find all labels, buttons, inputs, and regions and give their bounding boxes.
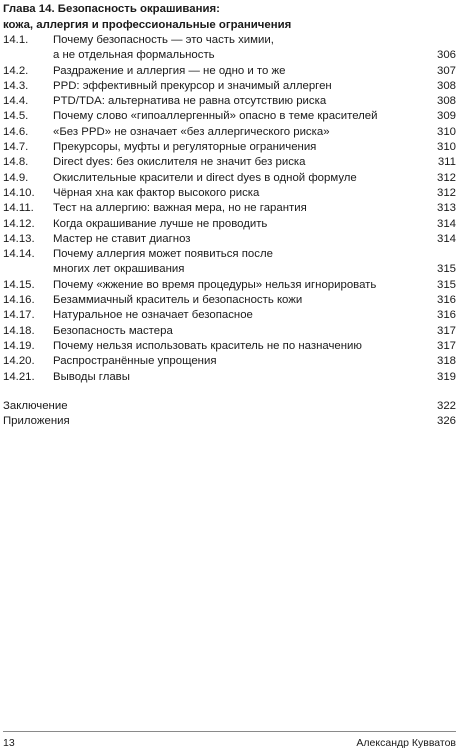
toc-entry-title: Когда окрашивание лучше не проводить	[53, 217, 268, 230]
toc-entry	[3, 232, 456, 247]
footer-divider	[3, 731, 456, 732]
back-matter-title: Заключение	[3, 400, 68, 412]
toc-entry-title: Почему безопасность — это часть химии, а не отдельная формальность	[53, 34, 274, 62]
toc-entry-number: 14.9.	[3, 171, 29, 184]
toc-entry	[3, 278, 456, 293]
toc-entry-page: 317	[436, 339, 456, 352]
toc-entry-number: 14.3.	[3, 79, 29, 92]
toc-entry-number: 14.14.	[3, 248, 35, 261]
toc-entry-number: 14.21.	[3, 370, 35, 383]
toc-entry	[3, 155, 456, 170]
toc-entry-page: 314	[436, 232, 456, 245]
toc-entry-title: Распространённые упрощения	[53, 355, 217, 368]
toc-entry-page: 319	[436, 370, 456, 383]
toc-entry-page: 311	[437, 156, 456, 169]
toc-entry-title: Direct dyes: без окислителя не значит без риска	[53, 156, 306, 169]
toc-entry-page: 316	[436, 309, 456, 322]
back-matter-title: Приложения	[3, 415, 70, 428]
toc-entry-title: Окислительные красители и direct dyes в одной формуле	[53, 171, 357, 184]
toc-entry-number: 14.2.	[3, 64, 29, 77]
toc-entry-title: Чёрная хна как фактор высокого риска	[53, 186, 260, 199]
toc-entry	[3, 308, 456, 323]
toc-entry-title: Почему нельзя использовать краситель не по назначению	[53, 339, 362, 352]
toc-entry-number: 14.7.	[3, 141, 29, 154]
toc-entry-title: PPD: эффективный прекурсор и значимый аллерген	[53, 79, 332, 92]
toc-entry-title: Прекурсоры, муфты и регуляторные ограничения	[53, 141, 317, 154]
toc-entry-page: 314	[436, 217, 456, 230]
back-matter-list	[3, 399, 456, 430]
toc-entry-title: Натуральное не означает безопасное	[53, 309, 253, 322]
toc-entry-number: 14.15.	[3, 278, 35, 291]
toc-entry-number: 14.19.	[3, 339, 35, 352]
toc-entry-page: 312	[436, 171, 456, 184]
toc-entry-number: 14.11.	[3, 202, 34, 215]
toc-entry-number: 14.12.	[3, 217, 35, 230]
toc-entry	[3, 293, 456, 308]
toc-entry	[3, 247, 456, 278]
toc-entry	[3, 217, 456, 232]
toc-entry-number: 14.5.	[3, 110, 29, 123]
toc-entry-page: 315	[436, 278, 456, 291]
toc-entry-page: 313	[436, 202, 456, 215]
toc-entry	[3, 125, 456, 140]
toc-entry-title: Мастер не ставит диагноз	[53, 232, 191, 245]
toc-entry-number: 14.17.	[3, 309, 35, 322]
toc-entry	[3, 339, 456, 354]
toc-entry-page: 309	[436, 110, 456, 123]
toc-entry-page: 316	[436, 294, 456, 307]
toc-entry-title: Тест на аллергию: важная мера, но не гарантия	[53, 202, 307, 215]
toc-entry-title: Безаммиачный краситель и безопасность кожи	[53, 294, 303, 307]
toc-entry	[3, 109, 456, 124]
toc-entry-number: 14.4.	[3, 95, 29, 108]
toc-entry-title: Раздражение и аллергия — не одно и то же	[53, 64, 286, 77]
toc-entry-number: 14.16.	[3, 294, 35, 307]
toc-entry	[3, 324, 456, 339]
toc-entry-number: 14.18.	[3, 324, 35, 337]
toc-entry-title: PTD/TDA: альтернатива не равна отсутствию риска	[53, 95, 327, 108]
toc-entry-number: 14.10.	[3, 186, 35, 199]
back-matter-entry	[3, 399, 456, 414]
footer-author: Александр Кувватов	[356, 737, 456, 749]
back-matter-entry	[3, 414, 456, 429]
toc-entry-title: Почему слово «гипоаллергенный» опасно в теме красителей	[53, 110, 378, 123]
chapter-title: Глава 14. Безопасность окрашивания: кожа, аллергия и профессиональные ограничения	[3, 3, 292, 31]
toc-entry	[3, 64, 456, 79]
toc-entry-page: 308	[436, 79, 456, 92]
toc-entry-title: Безопасность мастера	[53, 324, 173, 337]
toc-entry-page: 308	[436, 95, 456, 108]
toc-entry	[3, 94, 456, 109]
back-matter-page: 326	[436, 415, 456, 428]
toc-entry-number: 14.1.	[3, 34, 29, 46]
toc-entry-page: 318	[436, 355, 456, 368]
toc-entry	[3, 140, 456, 155]
toc-entry-page: 307	[436, 64, 456, 77]
toc-entry-number: 14.13.	[3, 232, 35, 245]
toc-entry	[3, 79, 456, 94]
toc-entry	[3, 171, 456, 186]
toc-entry	[3, 201, 456, 216]
toc-entry-title: Выводы главы	[53, 370, 130, 383]
toc-entry-page: 310	[436, 125, 456, 138]
toc-entry-title: «Без PPD» не означает «без аллергического риска»	[53, 125, 330, 138]
toc-entry-page: 306	[436, 49, 456, 62]
toc-entry-page: 312	[436, 186, 456, 199]
toc-entry	[3, 186, 456, 201]
toc-entry-title: Почему «жжение во время процедуры» нельзя игнорировать	[53, 278, 377, 291]
toc-entry-number: 14.20.	[3, 355, 35, 368]
toc-entry-number: 14.8.	[3, 156, 29, 169]
toc-entry-page: 315	[436, 263, 456, 276]
toc-entry	[3, 354, 456, 369]
toc-entry-number: 14.6.	[3, 125, 29, 138]
footer-page-number: 13	[3, 737, 15, 749]
table-of-contents	[3, 33, 456, 385]
back-matter-page: 322	[436, 400, 456, 412]
toc-entry	[3, 370, 456, 385]
toc-entry-page: 310	[436, 141, 456, 154]
toc-entry-page: 317	[436, 324, 456, 337]
toc-entry	[3, 33, 456, 64]
toc-entry-title: Почему аллергия может появиться после многих лет окрашивания	[53, 248, 273, 276]
